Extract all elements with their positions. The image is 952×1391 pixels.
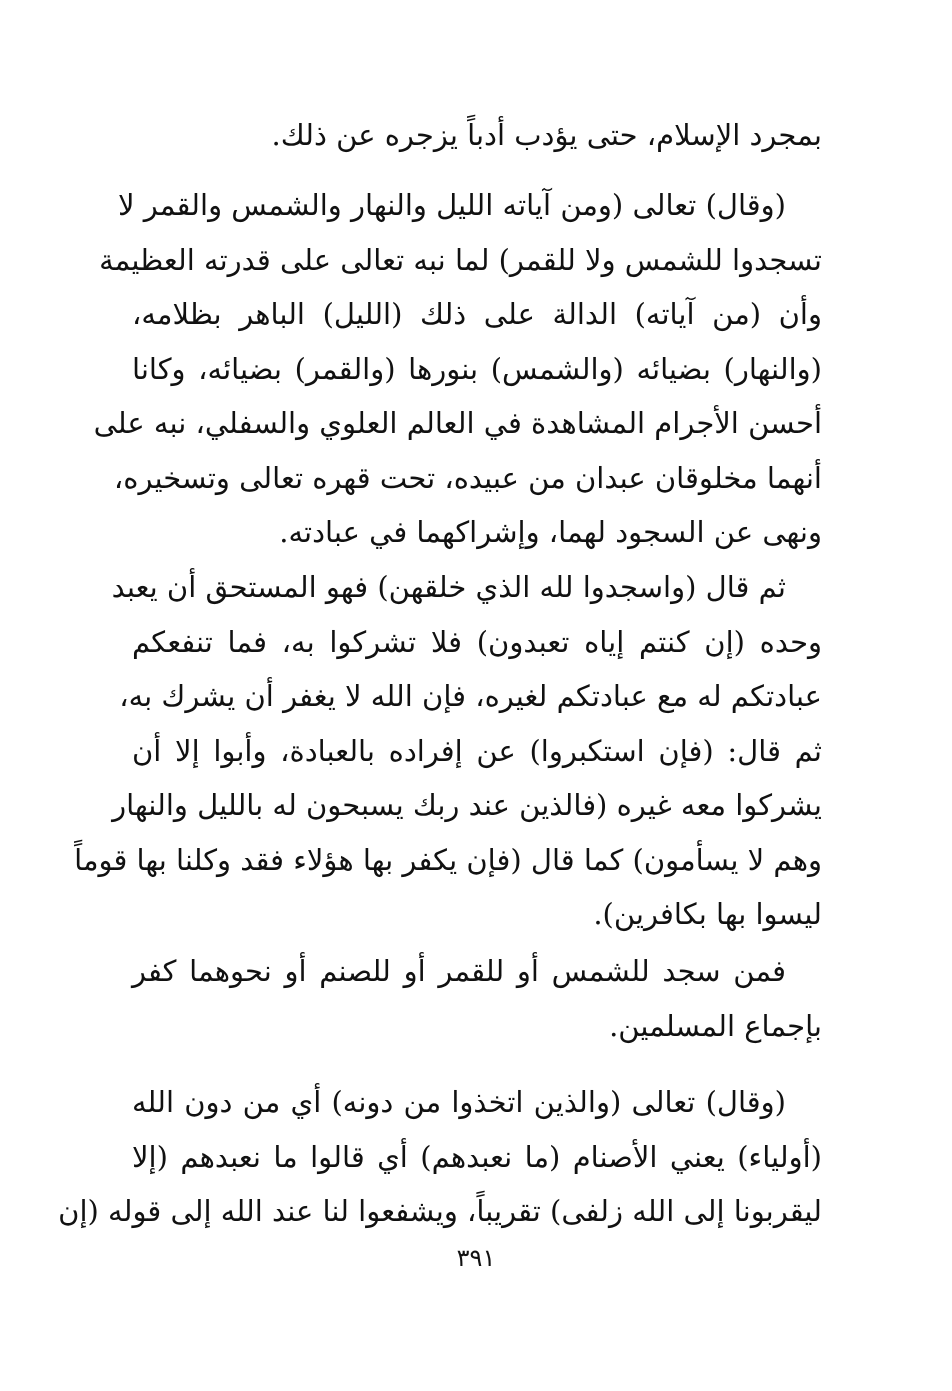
paragraph-line: بإجماع المسلمين. — [609, 1008, 822, 1043]
paragraph-5 — [58, 1075, 822, 1239]
page-number: ٣٩١ — [456, 1244, 496, 1272]
paragraph-line: بمجرد الإسلام، حتى يؤدب أدباً يزجره عن ذلك. — [271, 118, 822, 152]
paragraph-line: عبادتكم له مع عبادتكم لغيره، فإن الله لا يغفر أن يشرك به، — [119, 679, 822, 713]
paragraph-line: ليقربونا إلى الله زلفى) تقريباً، ويشفعوا لنا عند الله إلى قوله (إن — [58, 1194, 822, 1228]
paragraph-line: فمن سجد للشمس أو للقمر أو للصنم أو نحوهما كفر — [132, 954, 786, 988]
paragraph-3 — [74, 560, 822, 942]
paragraph-1 — [132, 108, 822, 163]
paragraph-line: وأن (من آياته) الدالة على ذلك (الليل) الباهر بظلامه، — [132, 297, 822, 331]
paragraph-line: (أولياء) يعني الأصنام (ما نعبدهم) أي قالوا ما نعبدهم (إلا — [132, 1139, 822, 1174]
paragraph-line: ثم قال (واسجدوا لله الذي خلقهن) فهو المستحق أن يعبد — [111, 570, 786, 604]
paragraph-line: وحده (إن كنتم إياه تعبدون) فلا تشركوا به، فما تنفعكم — [132, 624, 822, 659]
paragraph-4 — [132, 944, 822, 1053]
paragraph-line: ثم قال: (فإن استكبروا) عن إفراده بالعبادة، وأبوا إلا أن — [132, 733, 822, 768]
paragraph-line: (وقال) تعالى (ومن آياته الليل والنهار والشمس والقمر لا — [117, 188, 786, 222]
paragraph-line: (وقال) تعالى (والذين اتخذوا من دونه) أي من دون الله — [132, 1085, 786, 1119]
paragraph-line: تسجدوا للشمس ولا للقمر) لما نبه تعالى على قدرته العظيمة — [99, 242, 822, 277]
paragraph-line: ليسوا بها بكافرين). — [593, 897, 822, 931]
paragraph-line: يشركوا معه غيره (فالذين عند ربك يسبحون له بالليل والنهار — [112, 788, 822, 822]
paragraph-2 — [93, 178, 822, 560]
paragraph-line: أحسن الأجرام المشاهدة في العالم العلوي والسفلي، نبه على — [93, 406, 822, 440]
paragraph-line: أنهما مخلوقان عبدان من عبيده، تحت قهره تعالى وتسخيره، — [113, 460, 822, 495]
paragraph-line: ونهى عن السجود لهما، وإشراكهما في عبادته. — [279, 515, 822, 549]
paragraph-line: وهم لا يسأمون) كما قال (فإن يكفر بها هؤلاء فقد وكلنا بها قوماً — [74, 842, 822, 877]
paragraph-line: (والنهار) بضيائه (والشمس) بنورها (والقمر) بضيائه، وكانا — [132, 351, 822, 386]
